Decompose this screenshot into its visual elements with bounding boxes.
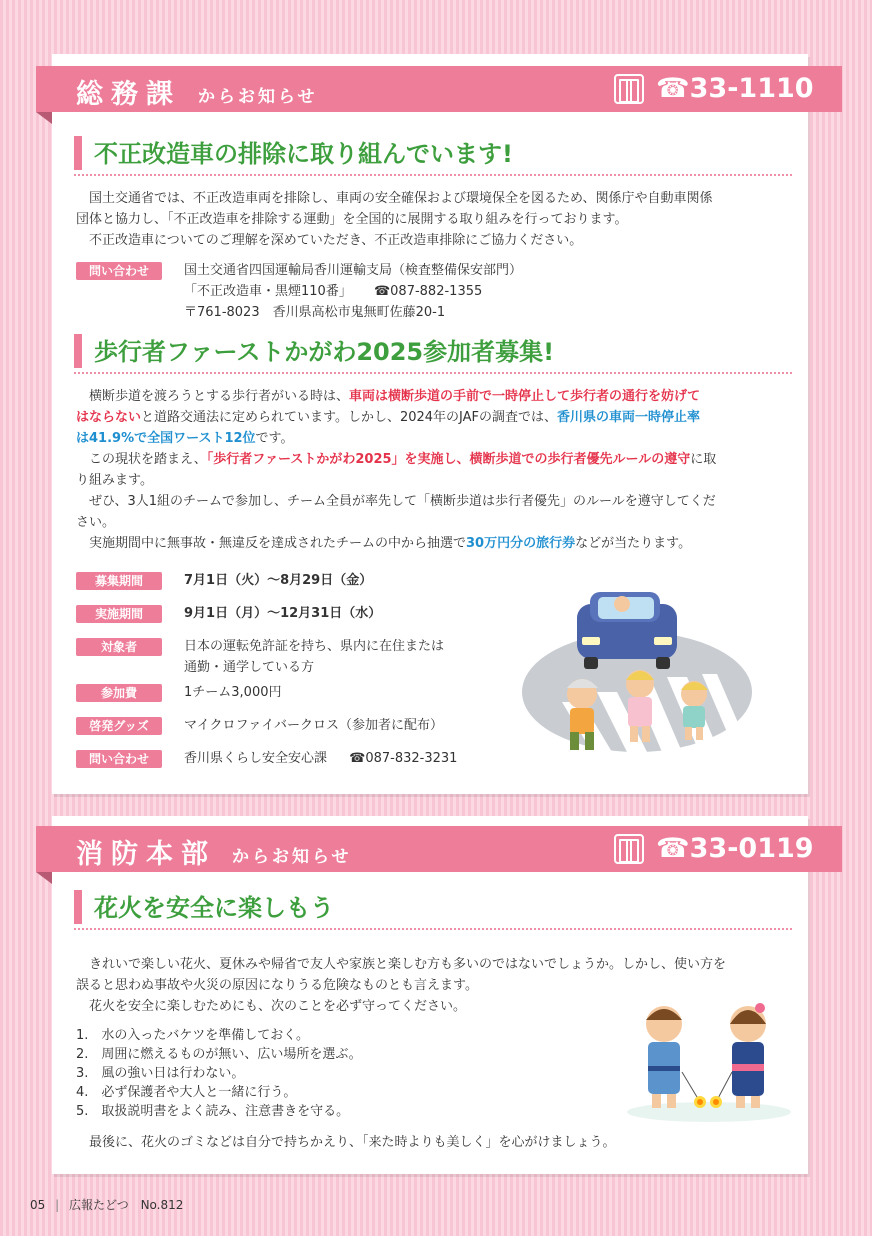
paragraph: 不正改造車についてのご理解を深めていただき、不正改造車排除にご協力ください。: [89, 233, 583, 248]
fire-header-band: [36, 826, 842, 872]
emphasis-red: はならない: [76, 410, 142, 425]
soumu-header-band: [36, 66, 842, 112]
list-item: 2. 周囲に燃えるものが無い、広い場所を選ぶ。: [76, 1047, 362, 1062]
paragraph: [76, 428, 786, 449]
detail-label: 参加費: [76, 684, 162, 702]
contact-office: 香川県くらし安全安心課: [184, 751, 328, 766]
section-subtitle: からお知らせ: [232, 847, 352, 867]
issue-number: No.812: [140, 1198, 184, 1212]
paragraph: さい。: [76, 515, 116, 530]
soumu-section-card: [52, 54, 814, 794]
detail-value: マイクロファイバークロス（参加者に配布）: [184, 718, 443, 733]
safety-list: [76, 1026, 362, 1121]
page-number: 05: [30, 1198, 46, 1212]
paragraph: [76, 407, 786, 428]
article-body: [76, 386, 786, 554]
section-title: 総務課: [76, 79, 181, 110]
fireworks-children-illustration: [624, 994, 794, 1124]
text: などが当たります。: [575, 536, 692, 551]
contact-phone: ☎087-882-1355: [373, 284, 483, 299]
detail-value: 9月1日（月）～12月31日（水）: [184, 606, 382, 621]
detail-value: [184, 636, 444, 678]
band-fold: [36, 872, 52, 884]
paragraph: きれいで楽しい花火、夏休みや帰省で友人や家族と楽しむ方も多いのではないでしょうか。しかし、使い方を: [89, 957, 727, 972]
paragraph: 団体と協力し、「不正改造車を排除する運動」を全国的に展開する取り組みを行っております。: [76, 212, 628, 227]
detail-label: 問い合わせ: [76, 750, 162, 768]
contact-line: 国土交通省四国運輸局香川運輸支局（検査整備保安部門）: [184, 263, 523, 278]
inquiry-icon: [614, 834, 644, 864]
contact-label: 問い合わせ: [76, 262, 162, 280]
section-subtitle: からお知らせ: [198, 87, 318, 107]
paragraph: [76, 449, 786, 470]
list-item: 5. 取扱説明書をよく読み、注意書きを守る。: [76, 1104, 350, 1119]
girl-figure: [730, 1003, 766, 1108]
paragraph: 花火を安全に楽しむためにも、次のことを必ず守ってください。: [89, 999, 467, 1014]
contact-phone: ☎087-832-3231: [349, 751, 458, 766]
contact-address: 〒761-8023 香川県高松市鬼無町佐藤20-1: [184, 305, 446, 320]
list-item: 3. 風の強い日は行わない。: [76, 1066, 245, 1081]
heading-bar: [74, 136, 82, 170]
paragraph: ぜひ、3人1組のチームで参加し、チーム全員が率先して「横断歩道は歩行者優先」のルールを遵守してくだ: [89, 494, 716, 509]
detail-label: 啓発グッズ: [76, 717, 162, 735]
crosswalk-illustration: [522, 582, 752, 762]
detail-line: 日本の運転免許証を持ち、県内に在住または: [184, 639, 445, 654]
heading-text: 不正改造車の排除に取り組んでいます!: [94, 140, 513, 168]
publication-name: 広報たどつ: [68, 1198, 129, 1212]
emphasis-red: 「歩行者ファーストかがわ2025」を実施し、横断歩道での歩行者優先ルールの遵守: [206, 452, 691, 467]
detail-value: [184, 748, 457, 769]
text: です。: [255, 431, 294, 446]
article-body: [76, 1132, 786, 1153]
paragraph: 国土交通省では、不正改造車両を排除し、車両の安全確保および環境保全を図るため、関係庁や自動車関係: [89, 191, 713, 206]
contact-hotline: 「不正改造車・黒煙110番」: [184, 284, 352, 299]
text: この現状を踏まえ、: [89, 452, 207, 467]
list-item: 4. 必ず保護者や大人と一緒に行う。: [76, 1085, 297, 1100]
fire-department-section-card: [52, 816, 814, 1174]
detail-label: 対象者: [76, 638, 162, 656]
boy-figure: [646, 1006, 682, 1108]
detail-value: 1チーム3,000円: [184, 685, 282, 700]
ground-shadow: [627, 1102, 791, 1122]
emphasis-blue: 30万円分の旅行券: [466, 536, 576, 551]
band-fold: [36, 112, 52, 124]
text: に取: [690, 452, 717, 467]
emphasis-red: 車両は横断歩道の手前で一時停止して歩行者の通行を妨げて: [349, 389, 701, 404]
heading-bar: [74, 334, 82, 368]
paragraph: [76, 386, 786, 407]
heading-text: 花火を安全に楽しもう: [94, 894, 334, 922]
car-shape: [577, 592, 677, 669]
text: 横断歩道を渡ろうとする歩行者がいる時は、: [89, 389, 350, 404]
paragraph: 最後に、花火のゴミなどは自分で持ちかえり、「来た時よりも美しく」を心がけましょう。: [89, 1135, 616, 1150]
contact-line: [184, 281, 522, 302]
paragraph: り組みます。: [76, 473, 153, 488]
paragraph: 誤ると思わぬ事故や火災の原因になりうる危険なものとも言えます。: [76, 978, 478, 993]
detail-value: 7月1日（火）～8月29日（金）: [184, 573, 373, 588]
footer-divider: |: [55, 1198, 60, 1212]
detail-label: 実施期間: [76, 605, 162, 623]
article-body: [76, 188, 786, 251]
text: 実施期間中に無事故・無違反を達成されたチームの中から抽選で: [89, 536, 467, 551]
contact-info: [184, 260, 522, 323]
list-item: 1. 水の入ったバケツを準備しておく。: [76, 1028, 310, 1043]
detail-label: 募集期間: [76, 572, 162, 590]
heading-text: 歩行者ファーストかがわ2025参加者募集!: [94, 338, 555, 366]
inquiry-icon: [614, 74, 644, 104]
section-phone: ☎33-1110: [656, 73, 814, 104]
article-heading: [74, 134, 792, 176]
emphasis-blue: 香川県の車両一時停止率: [557, 410, 701, 425]
heading-bar: [74, 890, 82, 924]
detail-line: 通勤・通学している方: [184, 660, 315, 675]
page-footer: [30, 1196, 183, 1213]
article-heading: [74, 332, 792, 374]
section-title: 消防本部: [76, 839, 216, 870]
text: と道路交通法に定められています。しかし、2024年のJAFの調査では、: [141, 410, 558, 425]
section-phone: ☎33-0119: [656, 833, 814, 864]
emphasis-blue: は41.9%で全国ワースト12位: [76, 431, 256, 446]
article-heading: [74, 888, 792, 930]
paragraph: [76, 533, 786, 554]
